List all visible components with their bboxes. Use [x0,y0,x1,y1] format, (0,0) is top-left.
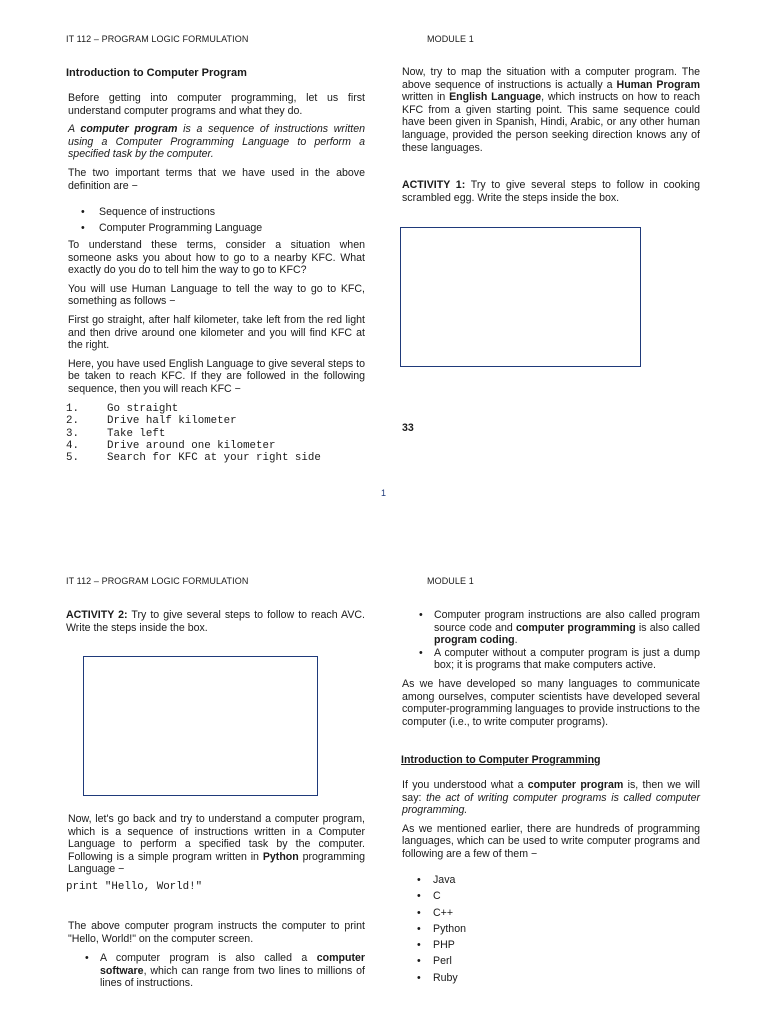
now-back-end: programming Language − [68,850,366,876]
software-list-item [68,952,365,990]
page2-left-column [68,813,365,876]
map-paragraph [402,66,700,154]
human-language-paragraph: You will use Human Language to tell the way to go to KFC, something as follows − [68,282,365,308]
language-item: • C++ [401,907,601,923]
terms-list-item: • Computer Programming Language [66,222,366,235]
program-facts-item [402,609,700,647]
software-text-end: , which can range from two lines to millions of lines of instructions. [100,964,365,990]
activity1-answer-box[interactable] [400,227,641,367]
english-steps-paragraph: Here, you have used English Language to give several steps to be taken to reach KFC. If they are followed in the following sequence, then you will reach KFC − [68,357,365,395]
terms-list [66,206,366,238]
source-code-text-end: . [514,634,518,647]
understood-paragraph [402,779,700,817]
above-program-paragraph: The above computer program instructs the computer to print "Hello, World!" on the computer screen. [68,920,365,945]
map-text-d: , which instructs on how to reach KFC from a given starting point. This same sequence could have been given in Spanish, Hindi, Arabic, or any other human language, provided the person seeking direction knows any of these languages. [402,91,700,154]
hello-world-code: print "Hello, World!" [66,881,203,893]
language-item: • PHP [401,939,601,955]
page2-header-course: IT 112 – PROGRAM LOGIC FORMULATION [66,576,249,586]
steps-list [66,403,366,464]
understood-italic: the act of writing computer programs is called computer programming. [402,791,701,817]
page1-section-title: Introduction to Computer Program [66,67,247,79]
language-item: • Java [401,874,601,890]
step-text: Drive around one kilometer [107,439,276,452]
activity1-text: Try to give several steps to follow in cooking scrambled egg. Write the steps inside the box. [402,179,700,204]
language-item: • Python [401,923,601,939]
source-code-text-mid: is also called [635,621,700,634]
software-list [68,952,365,990]
activity2-paragraph [66,609,365,634]
map-text-c: written in [402,91,450,104]
activity1-label: ACTIVITY 1: [402,179,466,191]
page2-left-column-2 [68,920,365,945]
activity2-answer-box[interactable] [83,656,318,796]
step-text: Drive half kilometer [107,415,237,428]
page2-header-module: MODULE 1 [427,576,474,586]
definition-body: is a sequence of instructions written using a Computer Programming Language to perform a specified task by the computer. [68,123,365,161]
map-text-a: Now, try to map the situation with a computer program. The above sequence of instructions is actually a [402,66,700,91]
page-number: 1 [381,488,387,498]
activity2-label: ACTIVITY 2: [66,609,128,621]
definition-prefix: A [68,123,81,136]
language-item: • C [401,890,601,906]
developed-block [402,678,700,728]
now-back-text: Now, let's go back and try to understand a computer program, which is a sequence of instructions written in a Computer Language to perform a specified task by the computer. Following is a simple program written in [68,813,365,863]
software-bold: computer software [100,952,365,977]
activity1-paragraph [402,179,700,204]
terms-list-item: • Sequence of instructions [66,206,366,219]
activity2-instructions [66,609,365,634]
two-terms-paragraph: The two important terms that we have used in the above definition are − [68,166,365,192]
software-text: A computer program is also called a [100,952,317,964]
step-row [66,415,366,427]
language-item: • Perl [401,955,601,971]
program-facts-list [402,609,700,672]
step-row [66,440,366,452]
step-number: 2. [66,415,79,428]
program-facts-item: • A computer without a computer program is just a dump box; it is programs that make computers active. [402,647,700,672]
page1-right-column [402,66,700,154]
understand-paragraph: To understand these terms, consider a situation when someone asks you about how to go to a nearby KFC. What exactly do you do to tell him the way to go to KFC? [68,239,365,277]
step-number: 4. [66,439,79,452]
intro-paragraph: Before getting into computer programming, let us first understand computer programs and what they do. [68,92,365,117]
page1-header-course: IT 112 – PROGRAM LOGIC FORMULATION [66,34,249,44]
step-row [66,452,366,464]
python-bold: Python [262,850,299,863]
programming-intro-heading: Introduction to Computer Programming [401,754,601,766]
page1-left-column-2 [68,239,365,396]
activity2-text: Try to give several steps to follow to reach AVC. Write the steps inside the box. [66,609,365,634]
page1-left-column [68,92,365,192]
map-bold-english: English Language [449,91,542,104]
understood-text-mid: is, then we will say: [402,779,700,804]
computer-programming-bold: computer programming [515,621,636,634]
step-number: 1. [66,403,79,415]
step-row [66,428,366,440]
page2-right-column [402,779,700,861]
map-bold-human-program: Human Program [616,78,700,91]
directions-paragraph: First go straight, after half kilometer, take left from the red light and then drive around one kilometer and you will find KFC at the right. [68,313,365,352]
now-back-paragraph [68,813,365,876]
activity1-instructions [402,179,700,204]
step-text: Take left [107,427,166,440]
language-item: • Ruby [401,972,601,988]
understood-bold: computer program [527,779,624,791]
source-code-text: Computer program instructions are also called program source code and [434,609,700,634]
definition-paragraph [68,123,365,161]
step-text: Search for KFC at your right side [107,452,321,465]
languages-list [401,874,601,988]
understood-text: If you understood what a [402,779,528,791]
step-row [66,403,366,415]
page1-header-module: MODULE 1 [427,34,474,44]
mentioned-paragraph: As we mentioned earlier, there are hundreds of programming languages, which can be used to write computer programs and following are a few of them − [402,822,700,860]
step-text: Go straight [107,403,179,415]
developed-paragraph: As we have developed so many languages to communicate among ourselves, computer scientists have developed several computer-programming languages to provide instructions to the computer (i.e., to write computer programs). [402,678,700,728]
program-coding-bold: program coding [434,634,515,647]
step-number: 5. [66,452,79,465]
definition-term: computer program [80,123,178,136]
number-33: 33 [402,422,414,434]
step-number: 3. [66,427,79,440]
